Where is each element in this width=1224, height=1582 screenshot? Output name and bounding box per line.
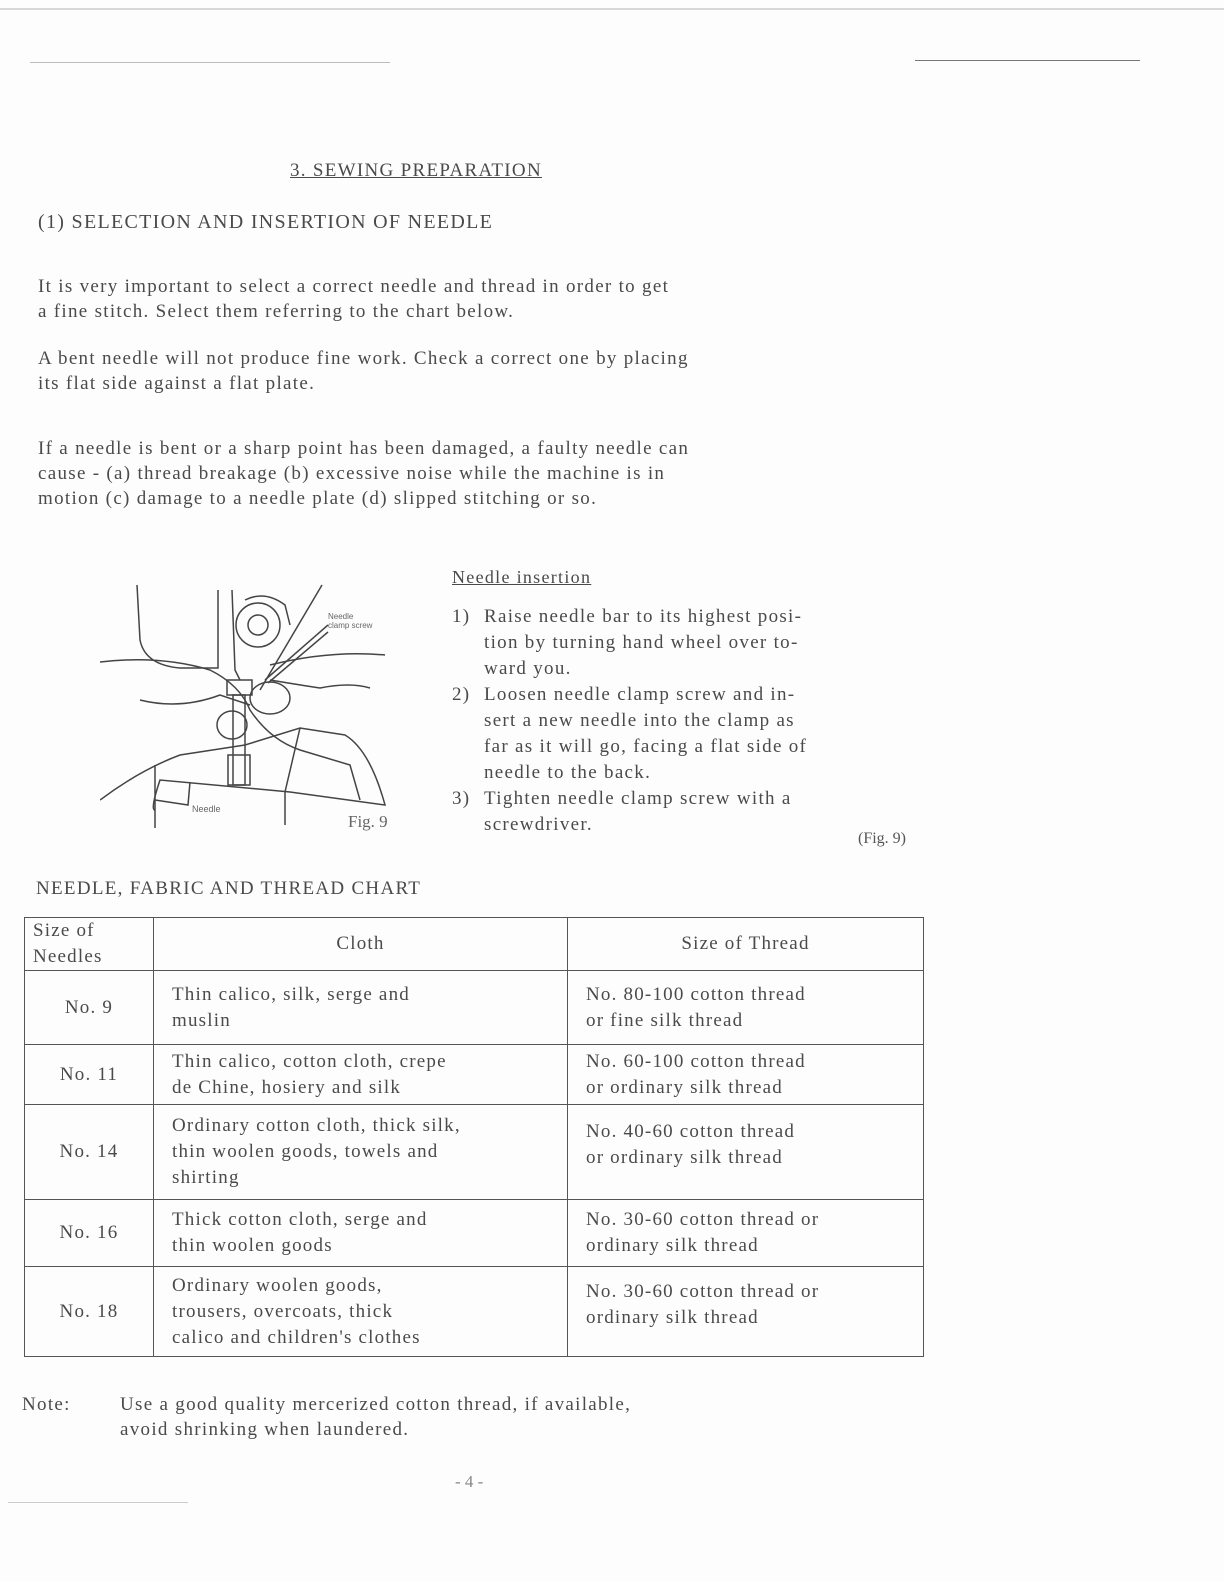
needle-size: No. 16 [25,1200,154,1267]
text-line: calico and children's clothes [172,1326,421,1348]
needle-size: No. 14 [25,1105,154,1200]
text-line: Size of [33,920,95,941]
needle-clamp-illustration [100,570,440,840]
text-line: de Chine, hosiery and silk [172,1076,402,1098]
footer-smudge [8,1502,188,1503]
text-line: A bent needle will not produce fine work. Check a correct one by placing [38,348,689,369]
label-line: clamp screw [328,621,373,630]
text-line: Thick cotton cloth, serge and [172,1209,428,1230]
table-row [25,1105,924,1200]
step-number: 1) [452,606,471,627]
text-line: Ordinary woolen goods, [172,1274,383,1296]
text-line: No. 30-60 cotton thread or [586,1281,820,1302]
text-line: If a needle is bent or a sharp point has been damaged, a faulty needle can [38,438,690,459]
text-line: Thin calico, cotton cloth, crepe [172,1050,447,1072]
step-2 [452,682,932,786]
text-line: Ordinary cotton cloth, thick silk, [172,1115,461,1136]
label-line: Needle [328,612,354,621]
insertion-steps [452,604,932,838]
table-row [25,1045,924,1105]
needle-thread-chart [24,917,924,1357]
text-line: screwdriver. [484,814,593,835]
needle-size: No. 18 [25,1267,154,1357]
paragraph [38,436,689,511]
text-line: a fine stitch. Select them referring to the chart below. [38,301,515,322]
text-line: far as it will go, facing a flat side of [484,736,808,757]
step-number: 3) [452,788,471,809]
header-rule [30,62,390,63]
thread-cell [568,1200,924,1267]
text-line: thin woolen goods, towels and [172,1141,439,1162]
text-line: Loosen needle clamp screw and in- [484,684,796,705]
header-thread: Size of Thread [568,918,924,971]
text-line: No. 80-100 cotton thread [586,983,806,1005]
thread-cell [568,1045,924,1105]
text-line: ward you. [484,658,572,679]
cloth-cell [154,1267,568,1357]
text-line: shirting [172,1167,240,1188]
table-row [25,1267,924,1357]
needle-size: No. 11 [25,1045,154,1105]
text-line: motion (c) damage to a needle plate (d) slipped stitching or so. [38,488,598,509]
text-line: or fine silk thread [586,1009,744,1031]
cloth-cell [154,1045,568,1105]
text-line: Use a good quality mercerized cotton thread, if available, [120,1394,632,1415]
paragraph [38,346,689,396]
needle-insertion-title: Needle insertion [452,567,592,587]
text-line: sert a new needle into the clamp as [484,710,795,731]
table-header-row [25,918,924,971]
paragraph [38,274,669,324]
note-label: Note: [22,1394,71,1415]
subsection-title: (1) SELECTION AND INSERTION OF NEEDLE [38,211,494,233]
text-line: or ordinary silk thread [586,1076,783,1098]
text-line: tion by turning hand wheel over to- [484,632,799,653]
text-line: avoid shrinking when laundered. [120,1419,410,1440]
text-line: ordinary silk thread [586,1235,759,1256]
text-line: It is very important to select a correct needle and thread in order to get [38,276,670,297]
fig-reference: (Fig. 9) [858,830,906,847]
text-line: Needles [33,946,103,967]
text-line: thin woolen goods [172,1235,333,1256]
header-cloth: Cloth [154,918,568,971]
scan-edge [0,8,1224,10]
text-line: No. 40-60 cotton thread [586,1121,796,1142]
text-line: muslin [172,1009,231,1031]
cloth-cell [154,1200,568,1267]
text-line: or ordinary silk thread [586,1147,783,1168]
text-line: No. 30-60 cotton thread or [586,1209,820,1230]
cloth-cell [154,1105,568,1200]
step-number: 2) [452,684,471,705]
figure-caption: Fig. 9 [348,812,388,831]
header-size [25,918,154,971]
header-rule [915,60,1140,61]
text-line: Tighten needle clamp screw with a [484,788,792,809]
cloth-cell [154,971,568,1045]
text-line: trousers, overcoats, thick [172,1300,394,1322]
chart-title: NEEDLE, FABRIC AND THREAD CHART [36,878,422,899]
thread-cell [568,1267,924,1357]
table-row [25,971,924,1045]
text-line: needle to the back. [484,762,652,783]
clamp-label [328,612,372,630]
needle-label: Needle [192,804,221,814]
note-text [120,1392,631,1442]
section-title: 3. SEWING PREPARATION [290,160,542,181]
page-number: - 4 - [455,1472,484,1491]
text-line: No. 60-100 cotton thread [586,1050,806,1072]
text-line: Raise needle bar to its highest posi- [484,606,803,627]
text-line: its flat side against a flat plate. [38,373,316,394]
table-row [25,1200,924,1267]
thread-cell [568,1105,924,1200]
text-line: Thin calico, silk, serge and [172,983,410,1005]
step-1 [452,604,932,682]
needle-size: No. 9 [25,971,154,1045]
thread-cell [568,971,924,1045]
text-line: cause - (a) thread breakage (b) excessive noise while the machine is in [38,463,666,484]
text-line: ordinary silk thread [586,1307,759,1328]
